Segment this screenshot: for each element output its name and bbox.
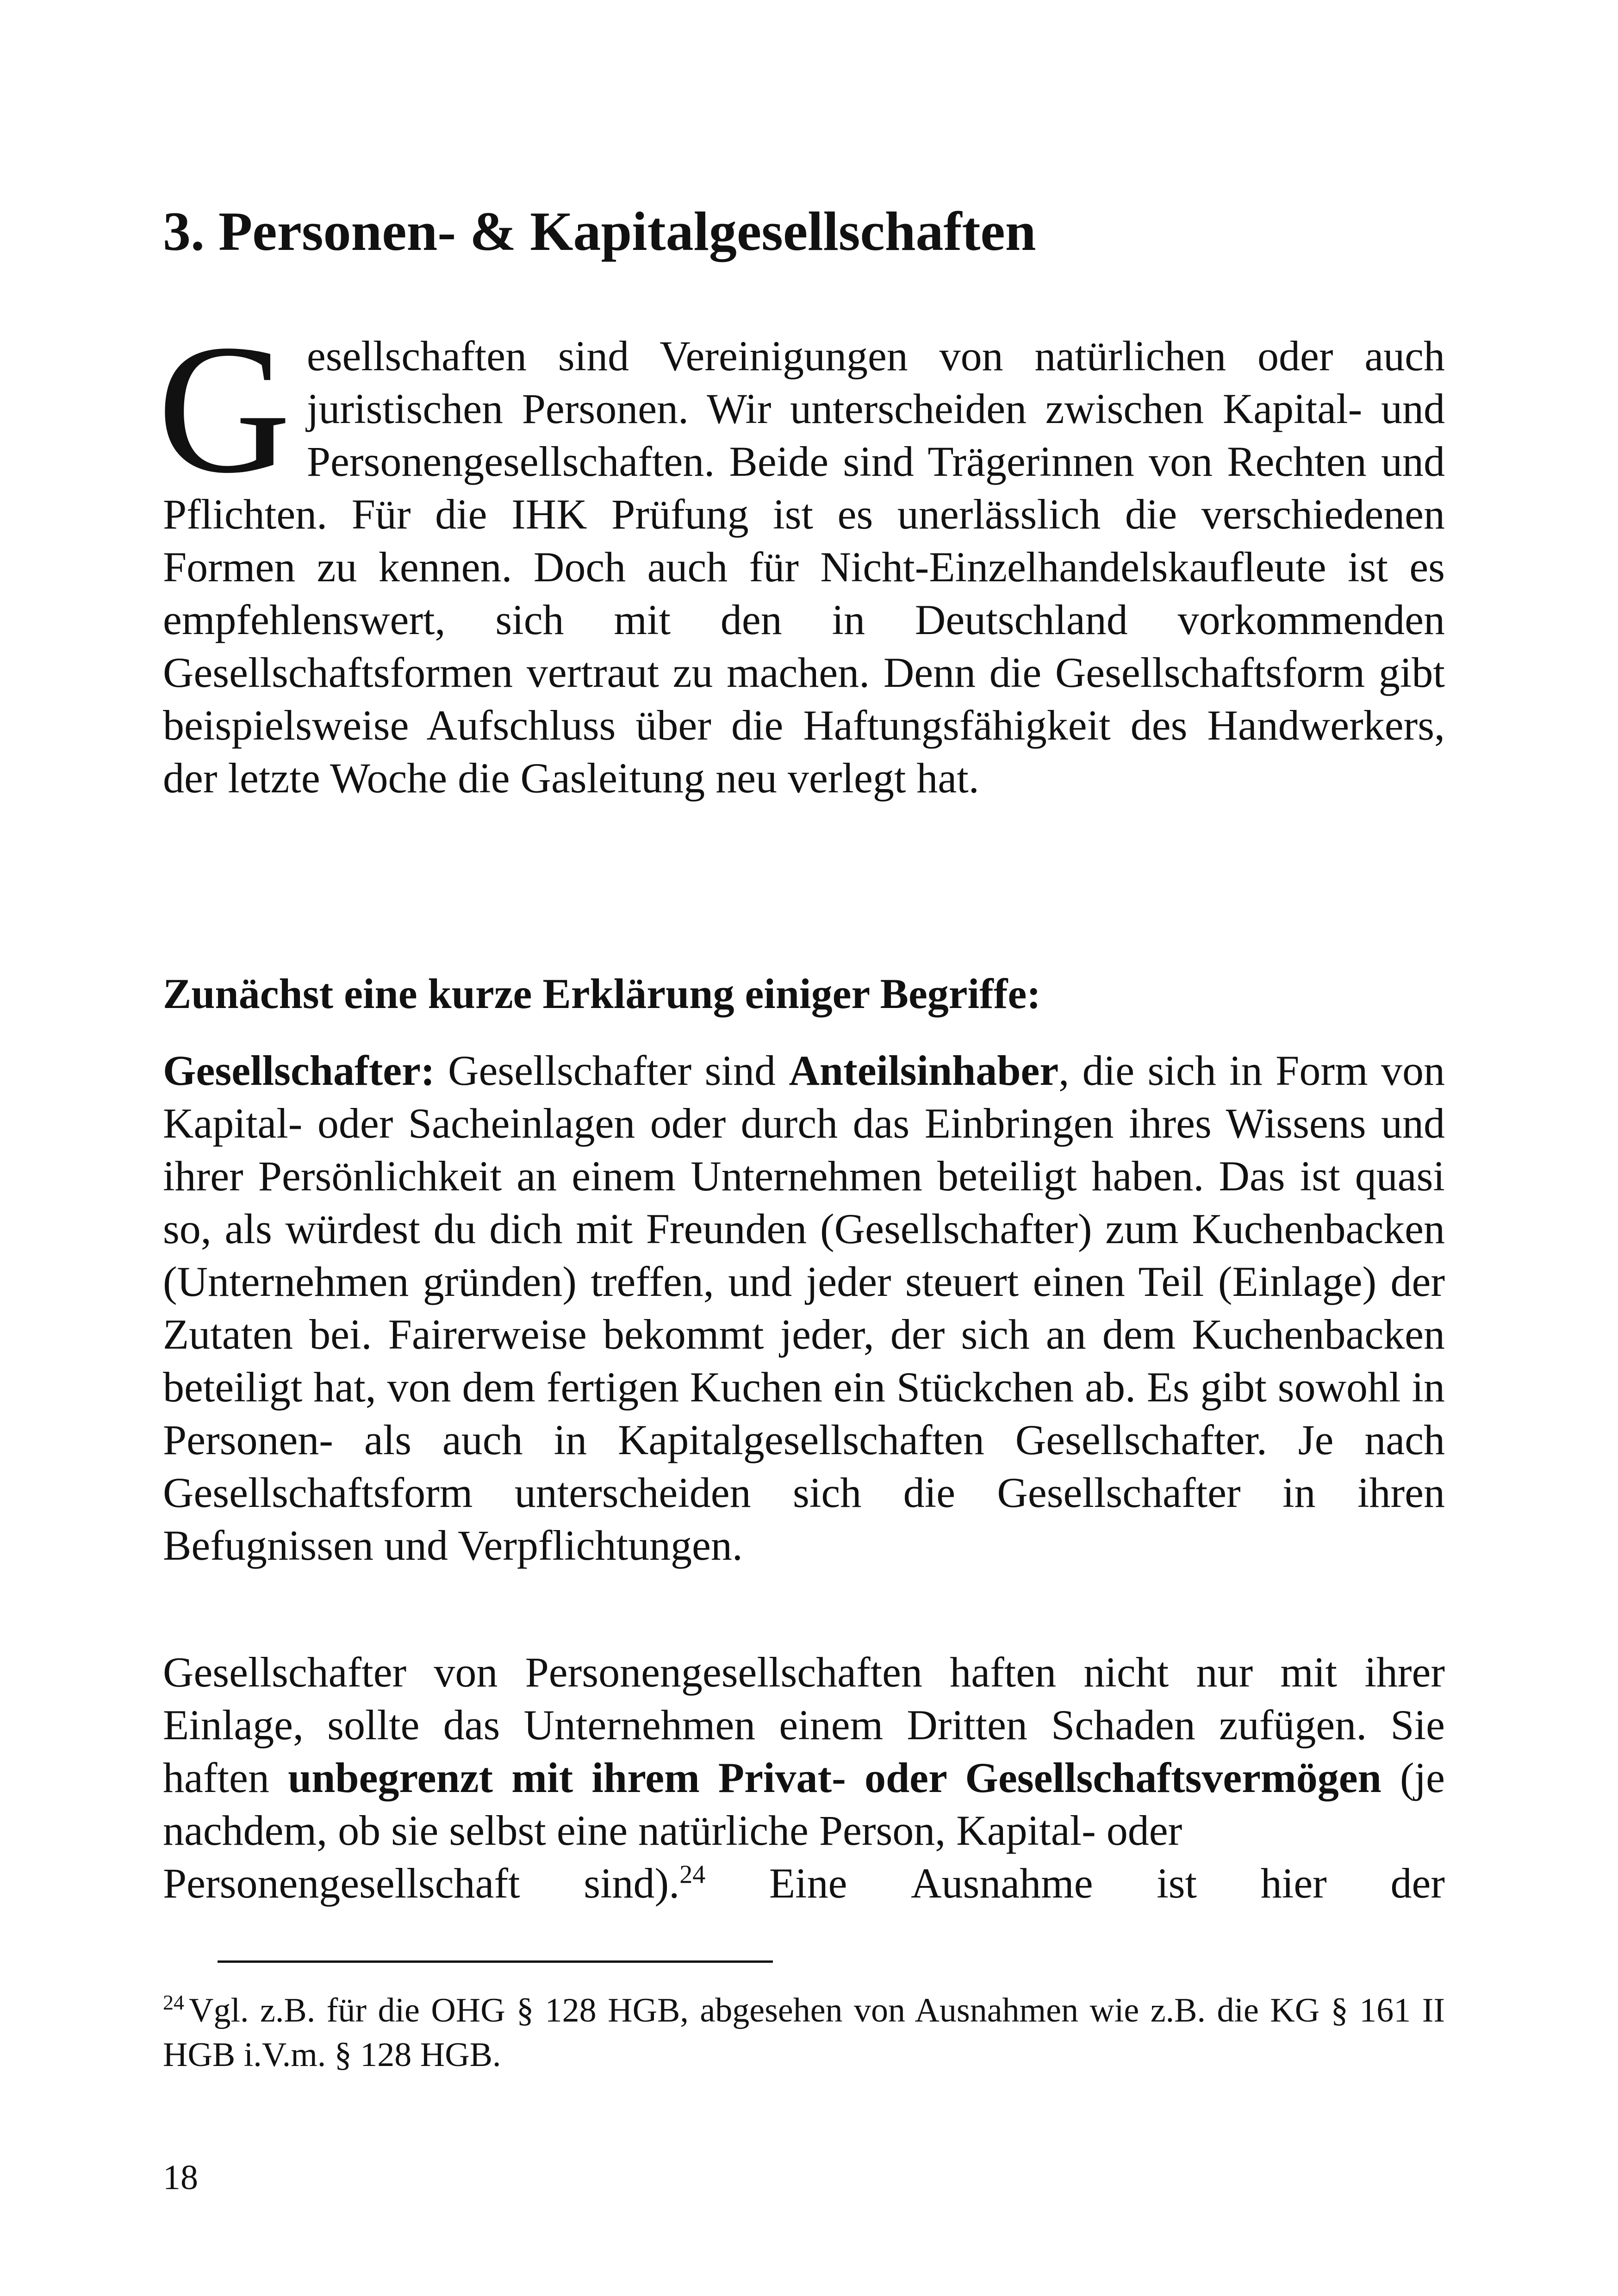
liability-paragraph	[163, 1646, 1445, 1910]
last-line-word: Ausnahme	[911, 1860, 1093, 1907]
footnote	[163, 1988, 1445, 2077]
last-line-word: Personengesellschaft	[163, 1860, 520, 1907]
last-line-word: ist	[1157, 1860, 1197, 1907]
definition-paragraph	[163, 1044, 1445, 1572]
footnote-reference[interactable]: 24	[679, 1860, 706, 1889]
footnote-text: Vgl. z.B. für die OHG § 128 HGB, abgesehen von Ausnahmen wie z.B. die KG § 161 II HGB i.V.m. § 128 HGB.	[163, 1991, 1445, 2074]
intro-text: esellschaften sind Vereinigungen von natürlichen oder auch juristischen Personen. Wir unterscheiden zwischen Kapital- und Personengesellschaften. Beide sind Trägerinnen von Rechten und Pflichten. Für die IHK Prüfung ist es unerlässlich die verschiedenen Formen zu kennen. Doch auch für Nicht-Einzelhandelskaufleute ist es empfehlenswert, sich mit den in Deutschland vorkommenden Gesellschaftsformen vertraut zu machen. Denn die Gesellschaftsform gibt beispielsweise Aufschluss über die Haftungsfähigkeit des Handwerkers, der letzte Woche die Gasleitung neu verlegt hat.	[163, 332, 1445, 802]
chapter-title-text: Personen- & Kapitalgesellschaften	[218, 200, 1036, 262]
chapter-number: 3.	[163, 200, 205, 262]
last-line-word-with-ref: sind).$^{24}$	[584, 1860, 706, 1907]
definition-text-rest: , die sich in Form von Kapital- oder Sacheinlagen oder durch das Einbringen ihres Wissens und ihrer Persönlichkeit an einem Unternehmen beteiligt haben. Das ist quasi so, als würdest du dich mit Freunden (Gesellschafter) zum Kuchenbacken (Unternehmen gründen) treffen, und jeder steuert einen Teil (Einlage) der Zutaten bei. Fairerweise bekommt jeder, der sich an dem Kuchenbacken beteiligt hat, von dem fertigen Kuchen ein Stückchen ab. Es gibt sowohl in Personen- als auch in Kapitalgesellschaften Gesellschafter. Je nach Gesellschaftsform unterscheiden sich die Gesellschafter in ihren Befugnissen und Verpflichtungen.	[163, 1047, 1445, 1569]
intro-paragraph	[157, 306, 1445, 804]
liability-last-line	[163, 1857, 1445, 1910]
last-line-word: der	[1390, 1860, 1445, 1907]
book-page	[157, 0, 1445, 2296]
liability-text-start: Gesellschafter von Personengesellschaften haften nicht nur mit ihrer Einlage, sollte das Unternehmen einem Dritten Schaden zufügen. Sie haften	[163, 1649, 1445, 1801]
drop-cap: G	[157, 306, 291, 511]
definition-emphasis: Anteilsinhaber	[789, 1047, 1059, 1094]
liability-text-rest: (je nachdem, ob sie selbst eine natürliche Person, Kapital- oder	[163, 1754, 1445, 1854]
footnote-divider	[218, 1960, 773, 1963]
section-subheading: Zunächst eine kurze Erklärung einiger Begriffe:	[163, 970, 1041, 1017]
footnote-number: 24	[163, 1991, 184, 2015]
last-line-word: Eine	[769, 1860, 847, 1907]
definition-text-start: Gesellschafter sind	[435, 1047, 789, 1094]
definition-term: Gesellschafter:	[163, 1047, 435, 1094]
last-line-word: hier	[1260, 1860, 1327, 1907]
liability-emphasis: unbegrenzt mit ihrem Privat- oder Gesellschaftsvermögen	[288, 1754, 1382, 1801]
chapter-title	[163, 199, 1036, 264]
page-number: 18	[163, 2158, 198, 2197]
